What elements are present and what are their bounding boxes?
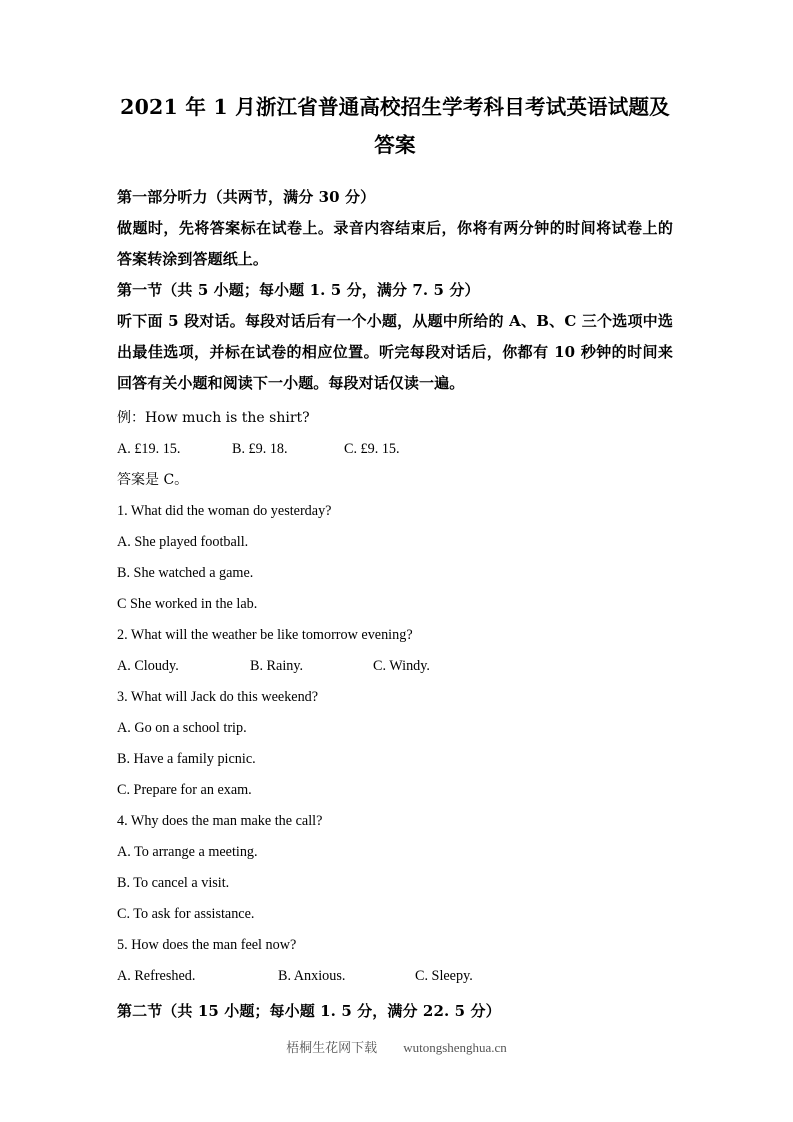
page-title-line-2: 答案 bbox=[374, 133, 416, 157]
example-option-c[interactable]: C. £9. 15. bbox=[344, 441, 400, 457]
question-1-option-b[interactable]: B. She watched a game. bbox=[117, 565, 254, 581]
question-1-option-a[interactable]: A. She played football. bbox=[117, 534, 249, 550]
question-4-option-c[interactable]: C. To ask for assistance. bbox=[117, 906, 255, 922]
page-title bbox=[117, 88, 673, 164]
question-3-stem: 3. What will Jack do this weekend? bbox=[117, 689, 319, 705]
example-option-a[interactable]: A. £19. 15. bbox=[117, 441, 181, 457]
question-2-option-b[interactable]: B. Rainy. bbox=[250, 658, 304, 674]
question-5-option-c[interactable]: C. Sleepy. bbox=[415, 968, 473, 984]
section-one-instruction: 听下面 5 段对话。每段对话后有一个小题，从题中所给的 A、B、C 三个选项中选出最佳选项，并标在试卷的相应位置。听完每段对话后，你都有 10 秒钟的时间来回答有关小题和阅读下一小题。每段对话仅读一遍。 bbox=[117, 312, 673, 392]
section-two-heading: 第二节（共 15 小题；每小题 1. 5 分，满分 22. 5 分） bbox=[117, 1002, 501, 1020]
question-5-stem: 5. How does the man feel now? bbox=[117, 937, 297, 953]
question-4-option-b[interactable]: B. To cancel a visit. bbox=[117, 875, 230, 891]
question-1-option-c[interactable]: C She worked in the lab. bbox=[117, 596, 258, 612]
question-3-option-c[interactable]: C. Prepare for an exam. bbox=[117, 782, 252, 798]
question-5-options-row bbox=[117, 961, 673, 992]
example-option-b[interactable]: B. £9. 18. bbox=[232, 441, 288, 457]
question-3-option-b[interactable]: B. Have a family picnic. bbox=[117, 751, 256, 767]
question-2-options-row bbox=[117, 651, 673, 682]
footer-site-label: 梧桐生花网下载 bbox=[286, 1040, 378, 1055]
example-options-row bbox=[117, 434, 673, 465]
question-3-option-a[interactable]: A. Go on a school trip. bbox=[117, 720, 247, 736]
example-stem: 例：How much is the shirt? bbox=[117, 410, 310, 426]
question-5-option-a[interactable]: A. Refreshed. bbox=[117, 968, 196, 984]
question-2-option-a[interactable]: A. Cloudy. bbox=[117, 658, 179, 674]
footer-watermark bbox=[0, 1037, 793, 1059]
footer-site-domain: wutongshenghua.cn bbox=[403, 1040, 507, 1055]
question-4-option-a[interactable]: A. To arrange a meeting. bbox=[117, 844, 258, 860]
section-one-heading: 第一节（共 5 小题；每小题 1. 5 分，满分 7. 5 分） bbox=[117, 281, 480, 299]
part-one-instruction: 做题时，先将答案标在试卷上。录音内容结束后，你将有两分钟的时间将试卷上的答案转涂到答题纸上。 bbox=[117, 219, 673, 268]
example-answer-note: 答案是 C。 bbox=[117, 472, 189, 488]
part-one-heading: 第一部分听力（共两节，满分 30 分） bbox=[117, 188, 376, 206]
question-1-stem: 1. What did the woman do yesterday? bbox=[117, 503, 332, 519]
question-4-stem: 4. Why does the man make the call? bbox=[117, 813, 323, 829]
question-5-option-b[interactable]: B. Anxious. bbox=[278, 968, 346, 984]
question-2-stem: 2. What will the weather be like tomorrow evening? bbox=[117, 627, 413, 643]
question-2-option-c[interactable]: C. Windy. bbox=[373, 658, 430, 674]
page-title-line-1: 2021 年 1 月浙江省普通高校招生学考科目考试英语试题及 bbox=[120, 95, 670, 119]
exam-content bbox=[117, 182, 673, 1027]
